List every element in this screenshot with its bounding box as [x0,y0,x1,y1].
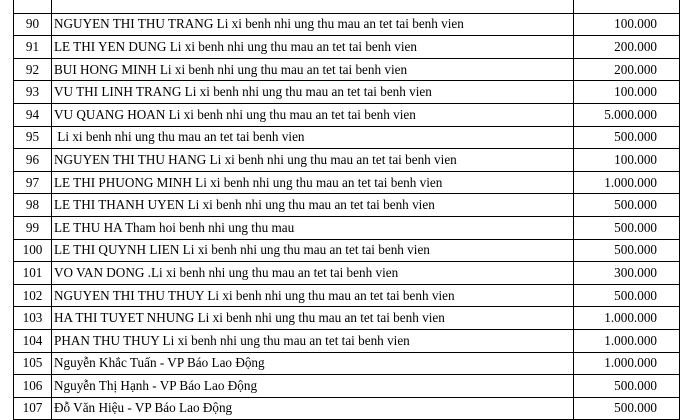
cell-description: VU QUANG HOAN Li xi benh nhi ung thu mau an tet tai benh vien [52,103,574,126]
table-row [14,262,680,285]
cell-description: PHAN THU THUY Li xi benh nhi ung thu mau an tet tai benh vien [52,329,574,352]
cell-amount: 300.000 [574,262,680,285]
cell-number: 98 [14,194,52,217]
cell-amount: 500.000 [574,194,680,217]
cell-amount: 500.000 [574,126,680,149]
cell-amount: 1.000.000 [574,171,680,194]
cell-description: VU THI LINH TRANG Li xi benh nhi ung thu mau an tet tai benh vien [52,81,574,104]
cell-number: 97 [14,171,52,194]
cell-amount: 200.000 [574,58,680,81]
cell-number: 107 [14,397,52,420]
cell-description: BUI HONG MINH Li xi benh nhi ung thu mau an tet tai benh vien [52,58,574,81]
cell-description [52,0,574,13]
table-row [14,149,680,172]
table-row-cut-off [14,0,680,13]
cell-amount: 500.000 [574,397,680,420]
cell-description: Nguyễn Khắc Tuấn - VP Báo Lao Động [52,352,574,375]
cell-description: Nguyễn Thị Hạnh - VP Báo Lao Động [52,375,574,398]
table-row [14,171,680,194]
cell-description: LE THI YEN DUNG Li xi benh nhi ung thu mau an tet tai benh vien [52,36,574,59]
cell-number: 96 [14,149,52,172]
cell-description: NGUYEN THI THU TRANG Li xi benh nhi ung thu mau an tet tai benh vien [52,13,574,36]
cell-description: LE THI PHUONG MINH Li xi benh nhi ung thu mau an tet tai benh vien [52,171,574,194]
cell-amount: 200.000 [574,36,680,59]
cell-description: NGUYEN THI THU THUY Li xi benh nhi ung thu mau an tet tai benh vien [52,284,574,307]
donation-list [13,0,679,420]
cell-description: Li xi benh nhi ung thu mau an tet tai benh vien [52,126,574,149]
table-row [14,329,680,352]
cell-number: 95 [14,126,52,149]
cell-description: HA THI TUYET NHUNG Li xi benh nhi ung thu mau an tet tai benh vien [52,307,574,330]
table-row [14,216,680,239]
table-row [14,126,680,149]
table-row [14,58,680,81]
cell-description: VO VAN DONG .Li xi benh nhi ung thu mau an tet tai benh vien [52,262,574,285]
table-row [14,103,680,126]
cell-description: LE THI QUYNH LIEN Li xi benh nhi ung thu mau an tet tai benh vien [52,239,574,262]
donation-table [13,0,680,420]
cell-amount: 100.000 [574,149,680,172]
cell-number: 102 [14,284,52,307]
cell-amount: 500.000 [574,239,680,262]
cell-number: 104 [14,329,52,352]
cell-number: 105 [14,352,52,375]
cell-description: Đỗ Văn Hiệu - VP Báo Lao Động [52,397,574,420]
table-row [14,375,680,398]
table-row [14,194,680,217]
cell-number: 99 [14,216,52,239]
cell-amount: 1.000.000 [574,307,680,330]
table-row [14,36,680,59]
cell-amount: 500.000 [574,284,680,307]
table-row [14,81,680,104]
cell-number: 91 [14,36,52,59]
cell-number: 92 [14,58,52,81]
cell-amount: 1.000.000 [574,352,680,375]
cell-number: 103 [14,307,52,330]
cell-description: LE THI THANH UYEN Li xi benh nhi ung thu mau an tet tai benh vien [52,194,574,217]
table-row [14,284,680,307]
cell-number: 94 [14,103,52,126]
table-row [14,307,680,330]
cell-amount [574,0,680,13]
cell-number [14,0,52,13]
cell-number: 106 [14,375,52,398]
cell-amount: 1.000.000 [574,329,680,352]
cell-number: 93 [14,81,52,104]
cell-amount: 100.000 [574,13,680,36]
table-row [14,397,680,420]
cell-number: 100 [14,239,52,262]
cell-amount: 100.000 [574,81,680,104]
cell-description: NGUYEN THI THU HANG Li xi benh nhi ung thu mau an tet tai benh vien [52,149,574,172]
cell-description: LE THU HA Tham hoi benh nhi ung thu mau [52,216,574,239]
table-row [14,352,680,375]
cell-number: 101 [14,262,52,285]
table-row [14,13,680,36]
cell-amount: 5.000.000 [574,103,680,126]
cell-amount: 500.000 [574,375,680,398]
table-row [14,239,680,262]
cell-amount: 500.000 [574,216,680,239]
cell-number: 90 [14,13,52,36]
